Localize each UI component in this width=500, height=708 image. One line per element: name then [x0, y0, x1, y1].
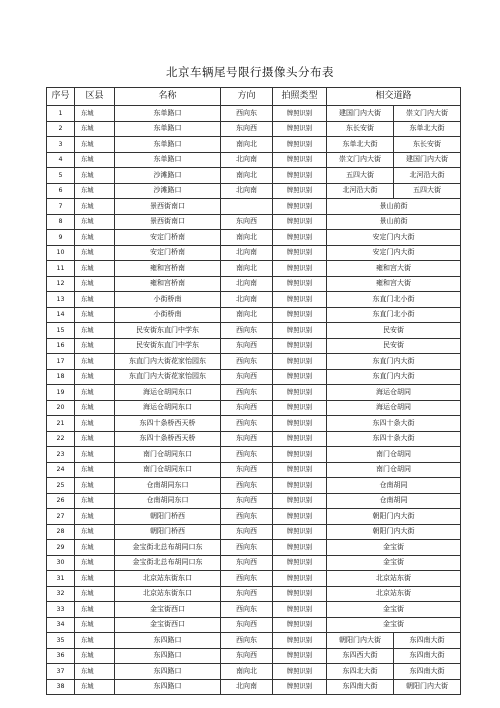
cell-seq: 25	[47, 478, 75, 494]
cell-seq: 23	[47, 447, 75, 463]
cell-name: 海运仓胡同东口	[115, 385, 221, 401]
cell-cross-road: 东四十条大街	[327, 431, 461, 447]
cell-county: 东城	[75, 617, 115, 633]
cell-county: 东城	[75, 307, 115, 323]
cell-cross-road: 金宝街	[327, 555, 461, 571]
table-row	[47, 524, 461, 540]
header-cross-road: 相交道路	[327, 88, 461, 106]
cell-seq: 5	[47, 168, 75, 184]
cell-county: 东城	[75, 602, 115, 618]
table-row	[47, 168, 461, 184]
cell-direction: 西向东	[221, 385, 273, 401]
cell-photo-type: 牌照识别	[273, 633, 327, 649]
cell-county: 东城	[75, 664, 115, 680]
table-row	[47, 447, 461, 463]
cell-seq: 8	[47, 214, 75, 230]
table-row	[47, 431, 461, 447]
cell-name: 朝阳门桥西	[115, 509, 221, 525]
cell-name: 仓南胡同东口	[115, 493, 221, 509]
cell-photo-type: 牌照识别	[273, 416, 327, 432]
document-title: 北京车辆尾号限行摄像头分布表	[166, 65, 334, 79]
cell-seq: 11	[47, 261, 75, 277]
cell-direction: 西向东	[221, 106, 273, 122]
cell-cross-road: 东直门内大街	[327, 369, 461, 385]
cell-photo-type: 牌照识别	[273, 447, 327, 463]
cell-seq: 27	[47, 509, 75, 525]
table-row	[47, 664, 461, 680]
cell-direction: 西向东	[221, 602, 273, 618]
cell-name: 金宝街北总布胡同口东	[115, 540, 221, 556]
cell-direction: 东向西	[221, 431, 273, 447]
cell-county: 东城	[75, 478, 115, 494]
cell-cross-road: 景山前街	[327, 199, 461, 215]
cell-name: 安定门桥南	[115, 245, 221, 261]
table-row	[47, 245, 461, 261]
cell-county: 东城	[75, 431, 115, 447]
cell-cross-road: 建国门内大街	[327, 106, 394, 122]
cell-photo-type: 牌照识别	[273, 524, 327, 540]
cell-name: 小街桥南	[115, 307, 221, 323]
cell-name: 东四十条桥西天桥	[115, 416, 221, 432]
cell-cross-road: 海运仓胡同	[327, 400, 461, 416]
cell-photo-type: 牌照识别	[273, 478, 327, 494]
table-row	[47, 183, 461, 199]
table-row	[47, 214, 461, 230]
cell-county: 东城	[75, 261, 115, 277]
cell-photo-type: 牌照识别	[273, 199, 327, 215]
cell-name: 北京站东街东口	[115, 571, 221, 587]
table-row	[47, 633, 461, 649]
cell-name: 东直门内大街花家怡园东	[115, 369, 221, 385]
cell-cross-road: 朝阳门内大街	[327, 633, 394, 649]
cell-cross-road: 崇文门内大街	[327, 152, 394, 168]
cell-photo-type: 牌照识别	[273, 338, 327, 354]
cell-name: 安定门桥南	[115, 230, 221, 246]
cell-seq: 15	[47, 323, 75, 339]
cell-photo-type: 牌照识别	[273, 230, 327, 246]
cell-photo-type: 牌照识别	[273, 617, 327, 633]
cell-name: 民安街东直门中学东	[115, 338, 221, 354]
cell-direction: 南向北	[221, 230, 273, 246]
cell-cross-road: 民安街	[327, 338, 461, 354]
cell-photo-type: 牌照识别	[273, 571, 327, 587]
table-row	[47, 493, 461, 509]
cell-direction: 南向北	[221, 261, 273, 277]
cell-cross-road: 东四十条大街	[327, 416, 461, 432]
cell-county: 东城	[75, 524, 115, 540]
cell-name: 雍和宫桥南	[115, 276, 221, 292]
cell-county: 东城	[75, 106, 115, 122]
cell-direction: 东向西	[221, 555, 273, 571]
cell-seq: 37	[47, 664, 75, 680]
cell-photo-type: 牌照识别	[273, 540, 327, 556]
table-row	[47, 121, 461, 137]
cell-direction: 北向南	[221, 292, 273, 308]
cell-name: 金宝街西口	[115, 602, 221, 618]
cell-cross-road: 东四南大街	[394, 648, 461, 664]
cell-direction: 东向西	[221, 338, 273, 354]
cell-name: 东单路口	[115, 106, 221, 122]
cell-direction: 东向西	[221, 648, 273, 664]
cell-county: 东城	[75, 633, 115, 649]
cell-county: 东城	[75, 462, 115, 478]
table-row	[47, 540, 461, 556]
cell-county: 东城	[75, 447, 115, 463]
cell-county: 东城	[75, 586, 115, 602]
cell-county: 东城	[75, 571, 115, 587]
cell-direction: 北向南	[221, 679, 273, 695]
cell-cross-road: 安定门内大街	[327, 245, 461, 261]
table-row	[47, 555, 461, 571]
cell-direction: 西向东	[221, 571, 273, 587]
cell-seq: 30	[47, 555, 75, 571]
cell-cross-road: 南门仓胡同	[327, 447, 461, 463]
cell-photo-type: 牌照识别	[273, 245, 327, 261]
cell-cross-road: 东单北大街	[327, 137, 394, 153]
cell-direction: 南向北	[221, 168, 273, 184]
table-row	[47, 602, 461, 618]
header-seq: 序号	[47, 88, 75, 106]
cell-cross-road: 海运仓胡同	[327, 385, 461, 401]
cell-name: 东四路口	[115, 648, 221, 664]
cell-name: 金宝街西口	[115, 617, 221, 633]
cell-photo-type: 牌照识别	[273, 400, 327, 416]
cell-name: 东四路口	[115, 633, 221, 649]
cell-cross-road: 五四大街	[394, 183, 461, 199]
cell-direction: 北向南	[221, 152, 273, 168]
cell-cross-road: 东直门北小街	[327, 292, 461, 308]
cell-name: 海运仓胡同东口	[115, 400, 221, 416]
cell-name: 东四路口	[115, 664, 221, 680]
cell-county: 东城	[75, 509, 115, 525]
cell-name: 沙滩路口	[115, 183, 221, 199]
cell-direction: 南向北	[221, 137, 273, 153]
cell-seq: 4	[47, 152, 75, 168]
table-row	[47, 679, 461, 695]
table-row	[47, 385, 461, 401]
cell-direction: 西向东	[221, 509, 273, 525]
cell-photo-type: 牌照识别	[273, 214, 327, 230]
cell-cross-road: 东长安街	[394, 137, 461, 153]
table-header-row	[47, 88, 461, 106]
cell-cross-road: 建国门内大街	[394, 152, 461, 168]
table-row	[47, 276, 461, 292]
table-row	[47, 199, 461, 215]
cell-cross-road: 北河沿大街	[394, 168, 461, 184]
table-row	[47, 586, 461, 602]
cell-name: 东直门内大街花家怡园东	[115, 354, 221, 370]
cell-photo-type: 牌照识别	[273, 369, 327, 385]
cell-photo-type: 牌照识别	[273, 648, 327, 664]
cell-direction: 东向西	[221, 524, 273, 540]
cell-direction: 北向南	[221, 276, 273, 292]
cell-name: 小街桥南	[115, 292, 221, 308]
cell-photo-type: 牌照识别	[273, 354, 327, 370]
cell-seq: 38	[47, 679, 75, 695]
cell-county: 东城	[75, 276, 115, 292]
table-row	[47, 369, 461, 385]
cell-photo-type: 牌照识别	[273, 121, 327, 137]
cell-name: 仓南胡同东口	[115, 478, 221, 494]
cell-direction: 北向南	[221, 245, 273, 261]
cell-seq: 16	[47, 338, 75, 354]
cell-cross-road: 民安街	[327, 323, 461, 339]
table-row	[47, 307, 461, 323]
cell-direction: 西向东	[221, 354, 273, 370]
cell-seq: 21	[47, 416, 75, 432]
cell-cross-road: 雍和宫大街	[327, 261, 461, 277]
cell-photo-type: 牌照识别	[273, 602, 327, 618]
cell-photo-type: 牌照识别	[273, 106, 327, 122]
cell-cross-road: 五四大街	[327, 168, 394, 184]
cell-name: 东单路口	[115, 152, 221, 168]
table-row	[47, 617, 461, 633]
cell-photo-type: 牌照识别	[273, 137, 327, 153]
cell-direction: 西向东	[221, 633, 273, 649]
cell-cross-road: 东单北大街	[394, 121, 461, 137]
table-row	[47, 137, 461, 153]
cell-photo-type: 牌照识别	[273, 261, 327, 277]
cell-county: 东城	[75, 385, 115, 401]
cell-cross-road: 安定门内大街	[327, 230, 461, 246]
cell-direction: 东向西	[221, 617, 273, 633]
cell-direction	[221, 199, 273, 215]
cell-photo-type: 牌照识别	[273, 493, 327, 509]
cell-name: 景西街南口	[115, 199, 221, 215]
cell-name: 东四十条桥西天桥	[115, 431, 221, 447]
cell-county: 东城	[75, 493, 115, 509]
cell-direction: 南向北	[221, 307, 273, 323]
cell-direction: 东向西	[221, 369, 273, 385]
cell-photo-type: 牌照识别	[273, 509, 327, 525]
cell-direction: 西向东	[221, 540, 273, 556]
cell-photo-type: 牌照识别	[273, 183, 327, 199]
cell-seq: 1	[47, 106, 75, 122]
cell-photo-type: 牌照识别	[273, 168, 327, 184]
cell-seq: 32	[47, 586, 75, 602]
cell-seq: 20	[47, 400, 75, 416]
cell-cross-road: 东四西大街	[327, 648, 394, 664]
cell-county: 东城	[75, 369, 115, 385]
cell-photo-type: 牌照识别	[273, 307, 327, 323]
cell-seq: 10	[47, 245, 75, 261]
cell-photo-type: 牌照识别	[273, 276, 327, 292]
cell-seq: 29	[47, 540, 75, 556]
cell-photo-type: 牌照识别	[273, 292, 327, 308]
cell-direction: 东向西	[221, 493, 273, 509]
cell-name: 东单路口	[115, 121, 221, 137]
cell-county: 东城	[75, 555, 115, 571]
cell-name: 沙滩路口	[115, 168, 221, 184]
cell-name: 东单路口	[115, 137, 221, 153]
cell-direction: 北向南	[221, 183, 273, 199]
cell-seq: 33	[47, 602, 75, 618]
table-row	[47, 152, 461, 168]
cell-name: 北京站东街东口	[115, 586, 221, 602]
table-row	[47, 400, 461, 416]
cell-seq: 35	[47, 633, 75, 649]
cell-direction: 西向东	[221, 416, 273, 432]
table-row	[47, 416, 461, 432]
cell-photo-type: 牌照识别	[273, 431, 327, 447]
cell-seq: 26	[47, 493, 75, 509]
table-row	[47, 462, 461, 478]
cell-cross-road: 朝阳门内大街	[394, 679, 461, 695]
cell-cross-road: 金宝街	[327, 602, 461, 618]
cell-direction: 西向东	[221, 323, 273, 339]
cell-cross-road: 东四南大街	[394, 633, 461, 649]
table-row	[47, 338, 461, 354]
table-row	[47, 509, 461, 525]
cell-county: 东城	[75, 230, 115, 246]
table-row	[47, 230, 461, 246]
cell-name: 南门仓胡同东口	[115, 447, 221, 463]
table-row	[47, 261, 461, 277]
cell-seq: 22	[47, 431, 75, 447]
cell-county: 东城	[75, 183, 115, 199]
cell-seq: 24	[47, 462, 75, 478]
cell-direction: 东向西	[221, 462, 273, 478]
cell-county: 东城	[75, 354, 115, 370]
cell-direction: 东向西	[221, 586, 273, 602]
cell-direction: 西向东	[221, 478, 273, 494]
header-photo-type: 拍照类型	[273, 88, 327, 106]
cell-direction: 东向西	[221, 214, 273, 230]
cell-county: 东城	[75, 338, 115, 354]
cell-direction: 东向西	[221, 121, 273, 137]
cell-photo-type: 牌照识别	[273, 462, 327, 478]
cell-county: 东城	[75, 214, 115, 230]
cell-cross-road: 北京站东街	[327, 571, 461, 587]
cell-cross-road: 仓南胡同	[327, 478, 461, 494]
cell-direction: 南向北	[221, 664, 273, 680]
cell-photo-type: 牌照识别	[273, 679, 327, 695]
table-row	[47, 648, 461, 664]
cell-county: 东城	[75, 648, 115, 664]
cell-county: 东城	[75, 168, 115, 184]
cell-seq: 28	[47, 524, 75, 540]
cell-seq: 14	[47, 307, 75, 323]
cell-seq: 18	[47, 369, 75, 385]
cell-cross-road: 金宝街	[327, 617, 461, 633]
table-row	[47, 571, 461, 587]
table-row	[47, 478, 461, 494]
cell-seq: 6	[47, 183, 75, 199]
header-name: 名称	[115, 88, 221, 106]
table-row	[47, 106, 461, 122]
cell-cross-road: 仓南胡同	[327, 493, 461, 509]
cell-seq: 34	[47, 617, 75, 633]
cell-county: 东城	[75, 152, 115, 168]
cell-county: 东城	[75, 245, 115, 261]
cell-seq: 3	[47, 137, 75, 153]
cell-county: 东城	[75, 121, 115, 137]
cell-county: 东城	[75, 540, 115, 556]
cell-cross-road: 金宝街	[327, 540, 461, 556]
cell-cross-road: 东直门内大街	[327, 354, 461, 370]
cell-cross-road: 东四南大街	[327, 679, 394, 695]
cell-photo-type: 牌照识别	[273, 664, 327, 680]
camera-table	[46, 87, 461, 695]
cell-county: 东城	[75, 679, 115, 695]
cell-county: 东城	[75, 416, 115, 432]
cell-cross-road: 朝阳门内大街	[327, 509, 461, 525]
cell-seq: 31	[47, 571, 75, 587]
cell-county: 东城	[75, 137, 115, 153]
cell-seq: 13	[47, 292, 75, 308]
cell-photo-type: 牌照识别	[273, 555, 327, 571]
cell-name: 金宝街北总布胡同口东	[115, 555, 221, 571]
table-row	[47, 323, 461, 339]
cell-name: 朝阳门桥西	[115, 524, 221, 540]
cell-seq: 2	[47, 121, 75, 137]
cell-county: 东城	[75, 199, 115, 215]
cell-seq: 36	[47, 648, 75, 664]
cell-cross-road: 北京站东街	[327, 586, 461, 602]
header-county: 区县	[75, 88, 115, 106]
table-row	[47, 354, 461, 370]
cell-name: 南门仓胡同东口	[115, 462, 221, 478]
cell-cross-road: 东长安街	[327, 121, 394, 137]
cell-name: 雍和宫桥南	[115, 261, 221, 277]
cell-seq: 9	[47, 230, 75, 246]
cell-cross-road: 崇文门内大街	[394, 106, 461, 122]
cell-seq: 17	[47, 354, 75, 370]
cell-cross-road: 景山前街	[327, 214, 461, 230]
table-row	[47, 292, 461, 308]
cell-name: 东四路口	[115, 679, 221, 695]
cell-cross-road: 东四南大街	[394, 664, 461, 680]
cell-cross-road: 北河沿大街	[327, 183, 394, 199]
cell-photo-type: 牌照识别	[273, 152, 327, 168]
cell-county: 东城	[75, 292, 115, 308]
header-direction: 方向	[221, 88, 273, 106]
cell-direction: 东向西	[221, 400, 273, 416]
cell-cross-road: 雍和宫大街	[327, 276, 461, 292]
cell-cross-road: 南门仓胡同	[327, 462, 461, 478]
cell-seq: 7	[47, 199, 75, 215]
cell-county: 东城	[75, 323, 115, 339]
cell-photo-type: 牌照识别	[273, 323, 327, 339]
cell-name: 民安街东直门中学东	[115, 323, 221, 339]
cell-direction: 西向东	[221, 447, 273, 463]
cell-cross-road: 东四北大街	[327, 664, 394, 680]
cell-cross-road: 朝阳门内大街	[327, 524, 461, 540]
cell-seq: 12	[47, 276, 75, 292]
cell-name: 景西街南口	[115, 214, 221, 230]
cell-photo-type: 牌照识别	[273, 385, 327, 401]
cell-seq: 19	[47, 385, 75, 401]
cell-photo-type: 牌照识别	[273, 586, 327, 602]
cell-cross-road: 东直门北小街	[327, 307, 461, 323]
cell-county: 东城	[75, 400, 115, 416]
